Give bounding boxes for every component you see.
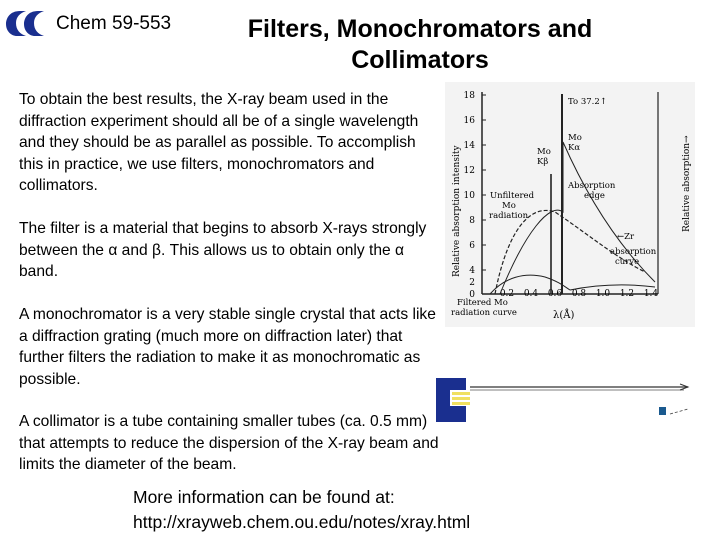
xtick-1.2: 1.2	[619, 289, 635, 299]
page-title	[210, 14, 630, 76]
xtick-0.4: 0.4	[523, 289, 539, 299]
filter-text-1: The filter is a material that begins to absorb X-rays strongly between the	[19, 220, 427, 259]
filter-text-2: and	[117, 241, 153, 259]
zr-label: ←Zr	[617, 232, 635, 242]
ytick-12: 12	[463, 166, 475, 176]
to-label: To 37.2↑	[568, 97, 607, 107]
filter-text-3: . This allows us to obtain only the	[161, 241, 396, 259]
mo-ka-label: Mo	[568, 133, 582, 143]
ytick-0: 0	[469, 290, 475, 300]
alpha-symbol-2: α	[395, 241, 405, 259]
xtick-0.6: 0.6	[547, 289, 563, 299]
mo-kb-label-2: Kβ	[537, 157, 549, 167]
filter-text-4: band.	[19, 263, 59, 280]
absorption-curve-label-1: absorption	[610, 247, 657, 257]
ytick-14: 14	[463, 141, 475, 151]
filtered-label-1: Filtered Mo	[457, 298, 508, 308]
title-line-1: Filters, Monochromators and	[247, 15, 593, 43]
y-axis-label: Relative absorption intensity	[452, 145, 462, 277]
ytick-10: 10	[463, 191, 475, 201]
paragraph-monochromator: A monochromator is a very stable single crystal that acts like a diffraction grating (much more on diffraction later) that further filters the radiation to make it as monochromatic as possible.	[19, 306, 436, 388]
paragraph-collimator: A collimator is a tube containing smaller tubes (ca. 0.5 mm) that attempts to reduce the dispersion of the X-ray beam and limits the diameter of the beam.	[19, 413, 439, 473]
mo-ka-label-2: Kα	[568, 143, 581, 153]
y-axis-label-right: Relative absorption→	[682, 135, 692, 232]
paragraph-intro: To obtain the best results, the X-ray beam used in the diffraction experiment should all be of a single wavelength and they should be as parallel as possible. To accomplish this in practice, we use filters, monochromators and collimators.	[19, 91, 419, 194]
title-line-2: Collimators	[351, 46, 489, 74]
ytick-18: 18	[463, 91, 475, 101]
ytick-8: 8	[469, 216, 475, 226]
xtick-0.2: 0.2	[499, 289, 515, 299]
xtick-0.8: 0.8	[571, 289, 587, 299]
unfiltered-label-3: radiation	[489, 211, 529, 221]
more-info-text: More information can be found at:	[133, 487, 395, 507]
beta-symbol: β	[152, 241, 161, 259]
ytick-4: 4	[469, 266, 475, 276]
ytick-16: 16	[463, 116, 475, 126]
unfiltered-label-1: Unfiltered	[490, 191, 535, 201]
more-info-url[interactable]: http://xrayweb.chem.ou.edu/notes/xray.html	[133, 512, 471, 532]
course-code: Chem 59-553	[56, 13, 172, 34]
xtick-1.4: 1.4	[643, 289, 659, 299]
mo-kb-label: Mo	[537, 147, 551, 157]
absorption-edge-label-1: Absorption	[568, 181, 616, 191]
paragraph-filter	[19, 218, 444, 283]
xtick-1.0: 1.0	[595, 289, 611, 299]
unfiltered-label-2: Mo	[502, 201, 516, 211]
absorption-curve-label-2: curve	[615, 257, 640, 267]
alpha-symbol: α	[108, 241, 118, 259]
filtered-label-2: radiation curve	[451, 308, 517, 318]
collimator-diagram	[432, 376, 694, 426]
filter-absorption-figure	[445, 82, 695, 327]
more-info	[133, 485, 470, 535]
ytick-2: 2	[469, 278, 475, 288]
university-logo-icon	[4, 8, 50, 38]
absorption-edge-label-2: edge	[584, 191, 605, 201]
x-axis-label: λ(Å)	[553, 310, 575, 321]
ytick-6: 6	[469, 241, 475, 251]
